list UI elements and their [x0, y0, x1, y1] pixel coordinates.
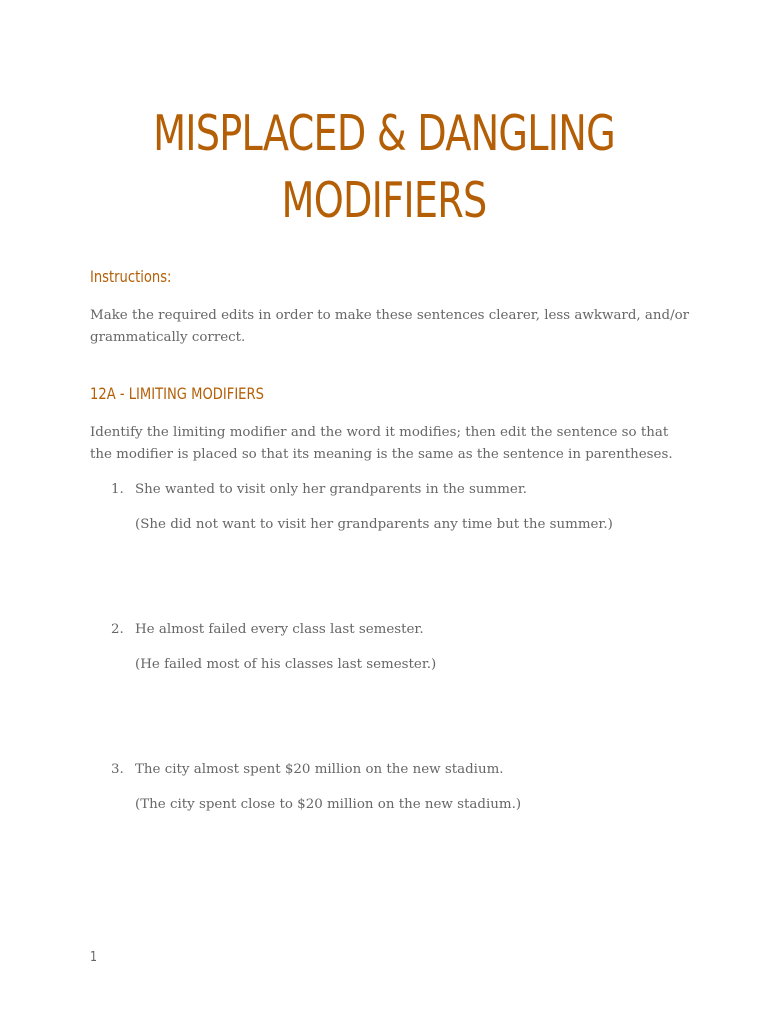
- title-line-1: MISPLACED & DANGLING: [153, 105, 615, 162]
- exercise-sentence: She wanted to visit only her grandparents in the summer.: [135, 482, 528, 497]
- document-title: [84, 100, 683, 234]
- exercise-meaning: (She did not want to visit her grandparents any time but the summer.): [135, 517, 613, 532]
- exercise-sentence: He almost failed every class last semester.: [135, 622, 424, 637]
- page-number: 1: [90, 950, 98, 965]
- instructions-heading: Instructions:: [90, 267, 172, 286]
- exercise-sentence: The city almost spent $20 million on the new stadium.: [135, 762, 504, 777]
- instructions-text: Make the required edits in order to make these sentences clearer, less awkward, and/or grammatically correct.: [90, 308, 690, 345]
- exercise-number: 3.: [111, 762, 124, 777]
- exercise-meaning: (The city spent close to $20 million on the new stadium.): [135, 797, 522, 812]
- section-heading: 12A - LIMITING MODIFIERS: [90, 384, 264, 403]
- section-text: Identify the limiting modifier and the word it modifies; then edit the sentence so that the modifier is placed so that its meaning is the same as the sentence in parentheses.: [90, 425, 673, 462]
- exercise-meaning: (He failed most of his classes last semester.): [135, 657, 437, 672]
- title-line-2: MODIFIERS: [281, 172, 487, 229]
- exercise-number: 2.: [111, 622, 124, 637]
- exercise-number: 1.: [111, 482, 124, 497]
